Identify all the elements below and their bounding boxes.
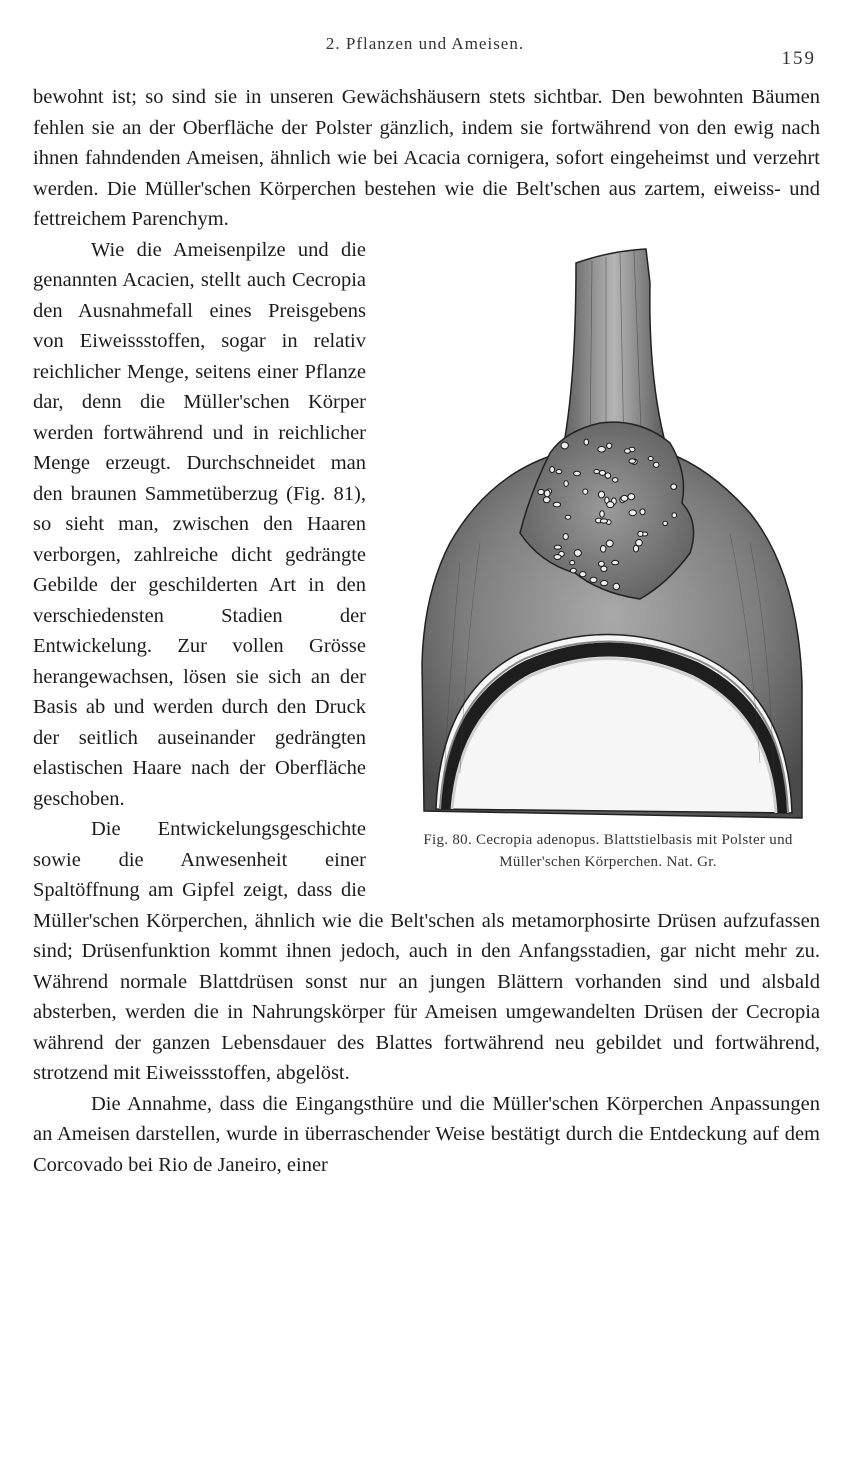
cecropia-petiole-illustration (400, 243, 816, 821)
mueller-body (601, 545, 606, 552)
mueller-body (640, 508, 645, 514)
mueller-body (594, 469, 600, 473)
mueller-body (564, 480, 568, 486)
mueller-body (598, 446, 606, 452)
mueller-body (613, 583, 619, 589)
mueller-body (612, 560, 619, 564)
mueller-body (554, 554, 561, 559)
mueller-body (574, 549, 581, 556)
mueller-body (570, 560, 575, 564)
mueller-body (601, 566, 607, 571)
mueller-body (625, 448, 631, 452)
mueller-body (584, 439, 589, 445)
figure-caption: Fig. 80. Cecropia adenopus. Blattstielbasis mit Polster und Müller'schen Körperchen. Nat. Gr. (423, 831, 793, 870)
mueller-body (553, 502, 560, 507)
mueller-body (544, 490, 550, 497)
mueller-body (556, 469, 562, 473)
mueller-body (607, 501, 614, 507)
mueller-body (607, 443, 612, 448)
mueller-body (599, 470, 605, 475)
mueller-body (621, 495, 628, 501)
mueller-body (663, 521, 668, 525)
mueller-body (598, 491, 604, 498)
mueller-body (612, 477, 618, 482)
mueller-body (648, 456, 653, 460)
mueller-body (570, 568, 576, 573)
mueller-body (629, 509, 636, 515)
mueller-body (565, 515, 570, 519)
mueller-body (583, 489, 588, 494)
mueller-body (563, 533, 568, 539)
mueller-body (653, 462, 659, 467)
mueller-body (543, 496, 550, 502)
paragraph-3: Die Entwickelungsgeschichte sowie die Anwesenheit einer Spaltöffnung am Gipfel zeigt, dass die Müller'schen Körperchen, ähnlich wie die Belt'schen als metamorphosirte Drüsen aufzufassen sind; Drüsenfunktion kommt ihnen jedoch, auch in den Anfangsstadien, gar nicht mehr zu. Während normale Blattdrüsen sonst nur an jungen Blättern vorhanden sind und alsbald absterben, werden die in Nahrungskörper für Ameisen umgewandelten Drüsen der Cecropia während der ganzen Lebensdauer des Blattes fortwährend neu gebildet und fortwährend, strotzend mit Eiweissstoffen, abgelöst. (33, 818, 820, 1084)
mueller-body (606, 540, 613, 547)
mueller-body (600, 518, 607, 522)
figure-80 (384, 243, 832, 873)
mueller-body (671, 484, 677, 489)
mueller-body (672, 512, 677, 517)
mueller-body (628, 493, 635, 499)
running-head: 2. Pflanzen und Ameisen. (325, 34, 525, 53)
paragraph-2: Wie die Ameisenpilze und die genannten Acacien, stellt auch Cecropia den Ausnahmefall eines Preisgebens von Eiweissstoffen, sogar in relativ reichlicher Menge, seitens einer Pflanze dar, denn die Müller'schen Körper werden fortwährend und in reichlicher Menge erzeugt. Durchschneidet man den braunen Sammetüberzug (Fig. 81), so sieht man, zwischen den Haaren verborgen, zahlreiche dicht gedrängte Gebilde der geschilderten Art in den verschiedensten Stadien der Entwickelung. Zur vollen Grösse herangewachsen, lösen sie sich an der Basis ab und werden durch den Druck der seitlich auseinander gedrängten elastischen Haare nach der Oberfläche geschoben. (33, 238, 366, 810)
page-body (33, 82, 820, 1180)
mueller-body (574, 471, 581, 475)
paragraph-1: bewohnt ist; so sind sie in unseren Gewächshäusern stets sichtbar. Den bewohnten Bäumen fehlen sie an der Oberfläche der Polster gänzlich, indem sie fortwährend von den ewig nach ihnen fahndenden Ameisen, ähnlich wie bei Acacia cornigera, sofort eingeheimst und verzehrt werden. Die Müller'schen Körperchen bestehen wie die Belt'schen aus zartem, eiweiss- und fettreichem Parenchym. (33, 86, 820, 230)
mueller-body (538, 489, 544, 494)
mueller-body (600, 510, 605, 516)
page-number: 159 (781, 48, 816, 69)
mueller-body (580, 571, 586, 576)
mueller-body (550, 466, 555, 472)
mueller-body (629, 458, 636, 462)
mueller-body (636, 539, 643, 545)
paragraph-4: Die Annahme, dass die Eingangsthüre und die Müller'schen Körperchen Anpassungen an Ameisen darstellen, wurde in überraschender Weise bestätigt durch die Entdeckung auf dem Corcovado bei Rio de Janeiro, einer (33, 1092, 820, 1176)
mueller-body (605, 472, 611, 477)
mueller-body (554, 545, 561, 549)
mueller-body (561, 442, 568, 449)
mueller-body (601, 580, 608, 585)
mueller-body (638, 531, 643, 536)
mueller-body (590, 577, 597, 582)
